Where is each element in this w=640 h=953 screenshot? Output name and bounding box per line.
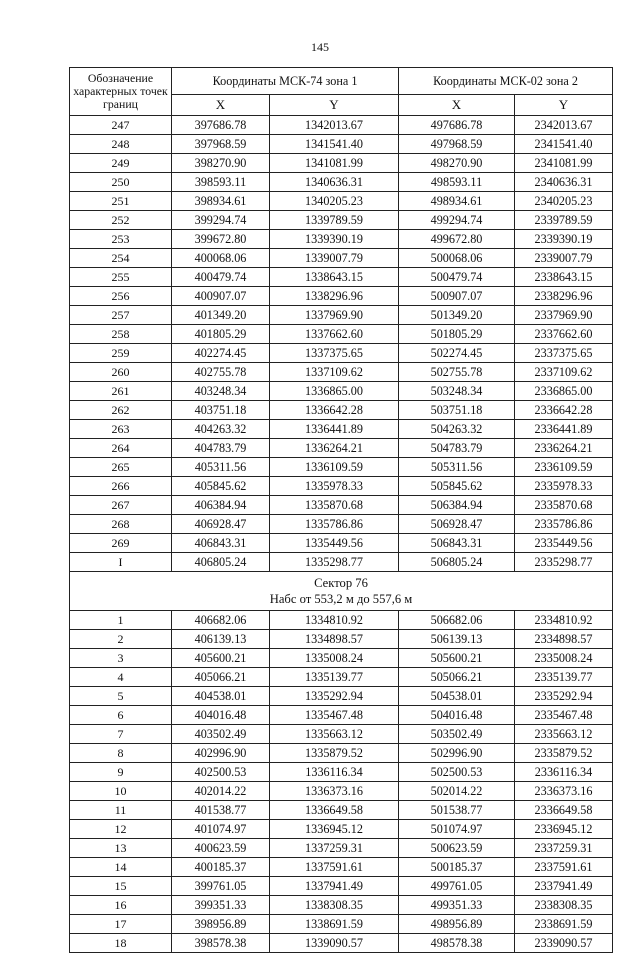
cell-point-id: 5 [70, 687, 172, 706]
cell-point-id: 265 [70, 458, 172, 477]
cell-point-id: 11 [70, 801, 172, 820]
cell-msk74-x: 400479.74 [172, 268, 270, 287]
cell-msk74-y: 1336373.16 [270, 782, 399, 801]
table-row [70, 877, 613, 896]
table-row [70, 268, 613, 287]
cell-msk74-x: 397968.59 [172, 135, 270, 154]
sector-subtitle: Набс от 553,2 м до 557,6 м [269, 592, 413, 606]
table-row [70, 515, 613, 534]
table-row [70, 458, 613, 477]
header-msk74: Координаты МСК-74 зона 1 [172, 68, 399, 95]
table-row [70, 135, 613, 154]
table-row [70, 820, 613, 839]
cell-point-id: 14 [70, 858, 172, 877]
cell-point-id: 2 [70, 630, 172, 649]
header-msk02-x: X [399, 95, 515, 116]
cell-msk74-y: 1338308.35 [270, 896, 399, 915]
cell-msk74-x: 405845.62 [172, 477, 270, 496]
cell-msk02-x: 501538.77 [399, 801, 515, 820]
cell-point-id: I [70, 553, 172, 572]
cell-msk02-y: 2335292.94 [515, 687, 613, 706]
cell-msk74-x: 404783.79 [172, 439, 270, 458]
cell-msk74-y: 1336116.34 [270, 763, 399, 782]
table-row [70, 249, 613, 268]
cell-msk74-y: 1336264.21 [270, 439, 399, 458]
cell-msk74-y: 1337969.90 [270, 306, 399, 325]
cell-point-id: 261 [70, 382, 172, 401]
cell-point-id: 256 [70, 287, 172, 306]
table-row [70, 763, 613, 782]
cell-msk02-y: 2338691.59 [515, 915, 613, 934]
cell-msk74-x: 406682.06 [172, 611, 270, 630]
cell-point-id: 254 [70, 249, 172, 268]
cell-msk74-x: 398578.38 [172, 934, 270, 953]
table-row [70, 439, 613, 458]
cell-msk74-y: 1336441.89 [270, 420, 399, 439]
cell-msk74-y: 1337662.60 [270, 325, 399, 344]
cell-msk02-y: 2340205.23 [515, 192, 613, 211]
table-row [70, 534, 613, 553]
cell-point-id: 4 [70, 668, 172, 687]
cell-msk74-y: 1340205.23 [270, 192, 399, 211]
table-row [70, 420, 613, 439]
cell-point-id: 258 [70, 325, 172, 344]
cell-point-id: 6 [70, 706, 172, 725]
table-row [70, 401, 613, 420]
cell-msk02-x: 499294.74 [399, 211, 515, 230]
table-row [70, 116, 613, 135]
table-row [70, 839, 613, 858]
cell-point-id: 269 [70, 534, 172, 553]
cell-msk02-y: 2342013.67 [515, 116, 613, 135]
cell-msk02-y: 2340636.31 [515, 173, 613, 192]
cell-msk02-x: 499351.33 [399, 896, 515, 915]
cell-msk02-y: 2337969.90 [515, 306, 613, 325]
cell-msk02-x: 502755.78 [399, 363, 515, 382]
cell-msk02-x: 505845.62 [399, 477, 515, 496]
cell-msk02-x: 501349.20 [399, 306, 515, 325]
cell-msk02-x: 498578.38 [399, 934, 515, 953]
cell-msk02-y: 2335008.24 [515, 649, 613, 668]
cell-point-id: 15 [70, 877, 172, 896]
cell-msk74-y: 1335292.94 [270, 687, 399, 706]
cell-msk02-x: 497968.59 [399, 135, 515, 154]
cell-msk02-y: 2337941.49 [515, 877, 613, 896]
cell-msk02-x: 505600.21 [399, 649, 515, 668]
cell-point-id: 248 [70, 135, 172, 154]
cell-msk02-x: 498934.61 [399, 192, 515, 211]
cell-msk02-x: 502500.53 [399, 763, 515, 782]
cell-point-id: 12 [70, 820, 172, 839]
cell-msk02-x: 503751.18 [399, 401, 515, 420]
cell-msk74-x: 403751.18 [172, 401, 270, 420]
cell-msk74-x: 399351.33 [172, 896, 270, 915]
cell-msk02-y: 2334898.57 [515, 630, 613, 649]
cell-msk02-x: 498593.11 [399, 173, 515, 192]
table-row [70, 630, 613, 649]
cell-msk74-y: 1335663.12 [270, 725, 399, 744]
cell-point-id: 260 [70, 363, 172, 382]
cell-msk74-y: 1337375.65 [270, 344, 399, 363]
cell-msk02-y: 2335663.12 [515, 725, 613, 744]
cell-msk02-y: 2341081.99 [515, 154, 613, 173]
cell-msk74-x: 403502.49 [172, 725, 270, 744]
header-msk74-y: Y [270, 95, 399, 116]
cell-msk74-x: 402500.53 [172, 763, 270, 782]
cell-msk02-x: 499672.80 [399, 230, 515, 249]
cell-msk02-y: 2338296.96 [515, 287, 613, 306]
cell-msk02-x: 504783.79 [399, 439, 515, 458]
cell-msk74-x: 399294.74 [172, 211, 270, 230]
table-row [70, 915, 613, 934]
cell-msk02-x: 500479.74 [399, 268, 515, 287]
cell-msk02-y: 2337259.31 [515, 839, 613, 858]
cell-msk02-y: 2336373.16 [515, 782, 613, 801]
header-designation: Обозначение характерных точек границ [70, 68, 172, 116]
cell-msk74-y: 1334898.57 [270, 630, 399, 649]
cell-msk02-x: 501074.97 [399, 820, 515, 839]
cell-msk02-x: 506805.24 [399, 553, 515, 572]
cell-point-id: 8 [70, 744, 172, 763]
table-row [70, 934, 613, 953]
cell-point-id: 251 [70, 192, 172, 211]
table-row [70, 192, 613, 211]
cell-point-id: 267 [70, 496, 172, 515]
table-row [70, 496, 613, 515]
cell-msk02-y: 2335467.48 [515, 706, 613, 725]
sector-title: Сектор 76 [314, 576, 368, 590]
cell-msk74-x: 406843.31 [172, 534, 270, 553]
cell-msk74-y: 1336649.58 [270, 801, 399, 820]
cell-msk74-y: 1337941.49 [270, 877, 399, 896]
cell-msk02-y: 2339090.57 [515, 934, 613, 953]
cell-msk74-x: 402755.78 [172, 363, 270, 382]
cell-msk02-y: 2335786.86 [515, 515, 613, 534]
cell-msk74-x: 399761.05 [172, 877, 270, 896]
cell-msk74-x: 402996.90 [172, 744, 270, 763]
cell-point-id: 253 [70, 230, 172, 249]
cell-msk02-y: 2335879.52 [515, 744, 613, 763]
cell-msk02-x: 506928.47 [399, 515, 515, 534]
cell-msk74-x: 400185.37 [172, 858, 270, 877]
cell-msk02-y: 2336642.28 [515, 401, 613, 420]
cell-msk74-x: 406384.94 [172, 496, 270, 515]
cell-msk02-x: 504016.48 [399, 706, 515, 725]
cell-msk02-x: 500907.07 [399, 287, 515, 306]
cell-msk02-x: 505311.56 [399, 458, 515, 477]
table-header [70, 68, 613, 116]
cell-msk74-x: 401538.77 [172, 801, 270, 820]
cell-msk02-y: 2337375.65 [515, 344, 613, 363]
cell-msk02-x: 498956.89 [399, 915, 515, 934]
cell-msk02-x: 498270.90 [399, 154, 515, 173]
cell-msk02-x: 499761.05 [399, 877, 515, 896]
header-msk02: Координаты МСК-02 зона 2 [399, 68, 613, 95]
cell-msk74-y: 1335139.77 [270, 668, 399, 687]
cell-msk02-x: 501805.29 [399, 325, 515, 344]
cell-msk74-y: 1335449.56 [270, 534, 399, 553]
cell-point-id: 262 [70, 401, 172, 420]
cell-msk74-x: 401805.29 [172, 325, 270, 344]
cell-msk02-y: 2338308.35 [515, 896, 613, 915]
cell-msk02-y: 2336116.34 [515, 763, 613, 782]
cell-msk02-x: 506384.94 [399, 496, 515, 515]
cell-msk74-y: 1336945.12 [270, 820, 399, 839]
cell-msk74-x: 406928.47 [172, 515, 270, 534]
cell-msk74-x: 405600.21 [172, 649, 270, 668]
cell-point-id: 264 [70, 439, 172, 458]
cell-point-id: 9 [70, 763, 172, 782]
cell-msk02-y: 2335139.77 [515, 668, 613, 687]
sector-section [70, 572, 613, 611]
table-row [70, 344, 613, 363]
cell-msk74-y: 1339007.79 [270, 249, 399, 268]
header-msk02-y: Y [515, 95, 613, 116]
cell-msk74-x: 400068.06 [172, 249, 270, 268]
cell-point-id: 17 [70, 915, 172, 934]
cell-msk74-x: 402014.22 [172, 782, 270, 801]
cell-msk02-x: 502996.90 [399, 744, 515, 763]
table-row [70, 382, 613, 401]
cell-msk74-y: 1336642.28 [270, 401, 399, 420]
table-row [70, 896, 613, 915]
cell-msk74-y: 1337591.61 [270, 858, 399, 877]
cell-msk02-y: 2336865.00 [515, 382, 613, 401]
cell-msk74-x: 403248.34 [172, 382, 270, 401]
table-row [70, 363, 613, 382]
sector-caption [70, 572, 613, 611]
cell-msk02-x: 506843.31 [399, 534, 515, 553]
cell-msk74-x: 406139.13 [172, 630, 270, 649]
cell-msk74-x: 406805.24 [172, 553, 270, 572]
table-row [70, 744, 613, 763]
cell-msk02-x: 506139.13 [399, 630, 515, 649]
cell-msk74-y: 1336109.59 [270, 458, 399, 477]
cell-point-id: 10 [70, 782, 172, 801]
cell-msk74-x: 399672.80 [172, 230, 270, 249]
cell-point-id: 18 [70, 934, 172, 953]
cell-msk02-y: 2336649.58 [515, 801, 613, 820]
cell-msk02-y: 2339390.19 [515, 230, 613, 249]
cell-msk74-x: 404263.32 [172, 420, 270, 439]
cell-msk74-y: 1341081.99 [270, 154, 399, 173]
table-row [70, 325, 613, 344]
table-row [70, 687, 613, 706]
cell-msk02-x: 500623.59 [399, 839, 515, 858]
cell-msk02-y: 2337109.62 [515, 363, 613, 382]
cell-msk74-x: 405066.21 [172, 668, 270, 687]
cell-point-id: 16 [70, 896, 172, 915]
cell-msk74-y: 1338296.96 [270, 287, 399, 306]
table-row [70, 154, 613, 173]
cell-msk74-y: 1339090.57 [270, 934, 399, 953]
cell-msk02-y: 2335870.68 [515, 496, 613, 515]
table-row [70, 858, 613, 877]
cell-msk02-x: 502014.22 [399, 782, 515, 801]
cell-msk02-y: 2335978.33 [515, 477, 613, 496]
cell-msk74-x: 404016.48 [172, 706, 270, 725]
cell-msk02-y: 2339007.79 [515, 249, 613, 268]
cell-point-id: 252 [70, 211, 172, 230]
cell-msk74-x: 397686.78 [172, 116, 270, 135]
cell-msk74-y: 1338643.15 [270, 268, 399, 287]
cell-msk02-y: 2335449.56 [515, 534, 613, 553]
cell-msk74-y: 1335786.86 [270, 515, 399, 534]
cell-msk02-y: 2339789.59 [515, 211, 613, 230]
cell-msk02-y: 2336264.21 [515, 439, 613, 458]
table-row [70, 649, 613, 668]
coordinates-table [69, 67, 613, 953]
cell-msk02-y: 2334810.92 [515, 611, 613, 630]
cell-msk02-y: 2336109.59 [515, 458, 613, 477]
header-msk74-x: X [172, 95, 270, 116]
table-row [70, 801, 613, 820]
cell-msk74-y: 1335879.52 [270, 744, 399, 763]
cell-point-id: 13 [70, 839, 172, 858]
cell-msk74-y: 1339789.59 [270, 211, 399, 230]
cell-msk02-x: 503502.49 [399, 725, 515, 744]
cell-point-id: 1 [70, 611, 172, 630]
cell-point-id: 255 [70, 268, 172, 287]
cell-msk74-x: 404538.01 [172, 687, 270, 706]
cell-msk02-x: 502274.45 [399, 344, 515, 363]
cell-msk02-x: 503248.34 [399, 382, 515, 401]
cell-msk02-y: 2336945.12 [515, 820, 613, 839]
cell-msk74-x: 400623.59 [172, 839, 270, 858]
cell-point-id: 247 [70, 116, 172, 135]
cell-point-id: 249 [70, 154, 172, 173]
cell-msk74-x: 398270.90 [172, 154, 270, 173]
cell-msk02-y: 2341541.40 [515, 135, 613, 154]
cell-msk74-y: 1340636.31 [270, 173, 399, 192]
table-row [70, 306, 613, 325]
table-row [70, 477, 613, 496]
cell-msk74-x: 400907.07 [172, 287, 270, 306]
table-row [70, 173, 613, 192]
cell-msk74-y: 1341541.40 [270, 135, 399, 154]
table-body-part-2 [70, 611, 613, 953]
cell-msk74-y: 1342013.67 [270, 116, 399, 135]
table-row [70, 287, 613, 306]
cell-msk02-y: 2336441.89 [515, 420, 613, 439]
cell-msk02-x: 500068.06 [399, 249, 515, 268]
cell-msk02-y: 2338643.15 [515, 268, 613, 287]
cell-msk74-x: 402274.45 [172, 344, 270, 363]
cell-msk02-x: 497686.78 [399, 116, 515, 135]
cell-point-id: 266 [70, 477, 172, 496]
cell-msk74-y: 1335467.48 [270, 706, 399, 725]
cell-point-id: 250 [70, 173, 172, 192]
cell-msk74-y: 1337109.62 [270, 363, 399, 382]
table-body-part-1 [70, 116, 613, 572]
cell-msk74-x: 401074.97 [172, 820, 270, 839]
cell-msk02-y: 2335298.77 [515, 553, 613, 572]
cell-msk02-x: 500185.37 [399, 858, 515, 877]
cell-point-id: 259 [70, 344, 172, 363]
cell-msk74-x: 398593.11 [172, 173, 270, 192]
cell-point-id: 257 [70, 306, 172, 325]
page-number: 145 [311, 40, 329, 54]
cell-msk02-x: 504538.01 [399, 687, 515, 706]
cell-msk74-y: 1335978.33 [270, 477, 399, 496]
table-row [70, 668, 613, 687]
cell-msk74-y: 1335298.77 [270, 553, 399, 572]
table-row [70, 553, 613, 572]
cell-msk74-x: 398934.61 [172, 192, 270, 211]
cell-msk02-x: 506682.06 [399, 611, 515, 630]
cell-msk74-x: 401349.20 [172, 306, 270, 325]
cell-point-id: 7 [70, 725, 172, 744]
cell-point-id: 268 [70, 515, 172, 534]
cell-msk74-y: 1334810.92 [270, 611, 399, 630]
cell-msk74-y: 1335870.68 [270, 496, 399, 515]
table-row [70, 230, 613, 249]
cell-msk02-x: 505066.21 [399, 668, 515, 687]
cell-msk74-y: 1336865.00 [270, 382, 399, 401]
cell-msk74-x: 398956.89 [172, 915, 270, 934]
cell-msk74-y: 1335008.24 [270, 649, 399, 668]
cell-point-id: 263 [70, 420, 172, 439]
table-row [70, 706, 613, 725]
cell-msk74-y: 1338691.59 [270, 915, 399, 934]
table-row [70, 611, 613, 630]
table-row [70, 211, 613, 230]
cell-msk02-x: 504263.32 [399, 420, 515, 439]
cell-msk74-x: 405311.56 [172, 458, 270, 477]
cell-msk02-y: 2337662.60 [515, 325, 613, 344]
cell-msk74-y: 1337259.31 [270, 839, 399, 858]
table-row [70, 782, 613, 801]
table-row [70, 725, 613, 744]
cell-msk74-y: 1339390.19 [270, 230, 399, 249]
cell-msk02-y: 2337591.61 [515, 858, 613, 877]
cell-point-id: 3 [70, 649, 172, 668]
